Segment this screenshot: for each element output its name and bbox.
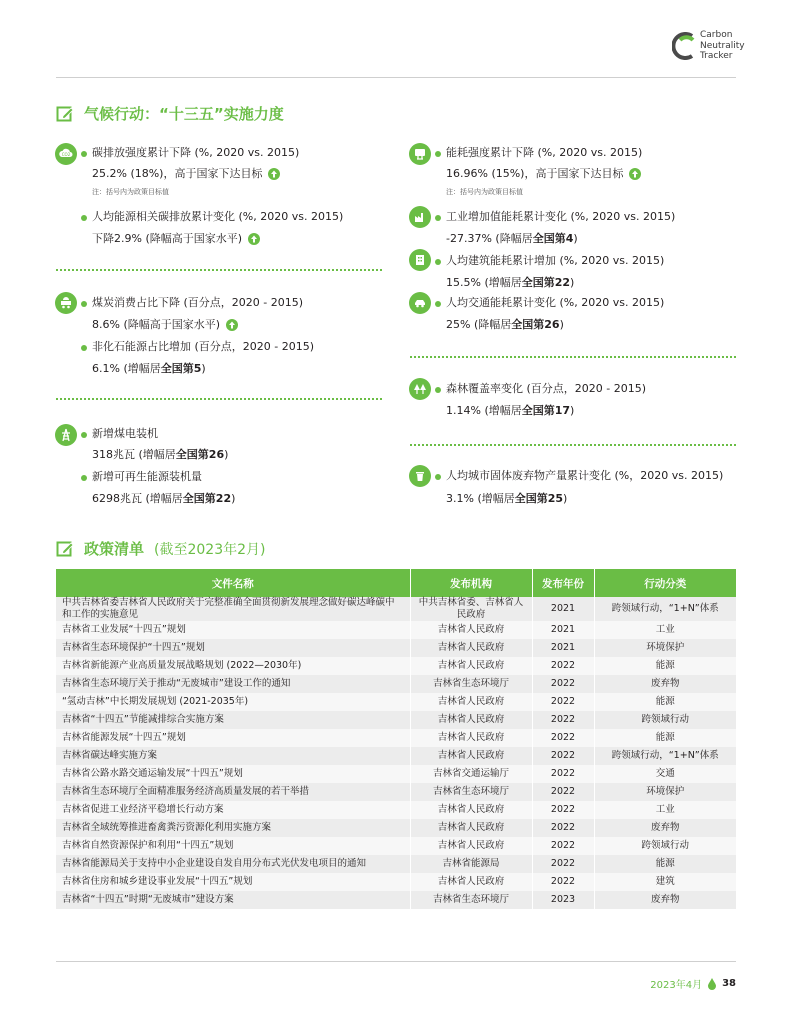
leaf-drop-icon (708, 978, 716, 990)
cell-name: 吉林省促进工业经济平稳增长行动方案 (56, 801, 410, 819)
svg-text:CO2: CO2 (61, 152, 71, 157)
bullet (435, 151, 441, 157)
indicator-label: 碳排放强度累计下降 (%, 2020 vs. 2015) (92, 146, 300, 159)
cell-org: 吉林省人民政府 (410, 621, 532, 639)
cell-org: 吉林省人民政府 (410, 693, 532, 711)
cell-name: 吉林省全域统筹推进畜禽粪污资源化利用实施方案 (56, 819, 410, 837)
cell-org: 吉林省人民政府 (410, 873, 532, 891)
dotted-divider (410, 444, 736, 446)
cell-name: “氢动吉林”中长期发展规划 (2021-2035年) (56, 693, 410, 711)
cell-year: 2022 (532, 783, 594, 801)
indicator-value: 8.6% (降幅高于国家水平) (92, 318, 238, 332)
indicator-label: 新增煤电装机 (92, 427, 158, 440)
co2-cloud-icon (55, 143, 77, 165)
table-row (56, 621, 736, 639)
cell-name: 吉林省碳达峰实施方案 (56, 747, 410, 765)
cell-name: 吉林省自然资源保护和利用“十四五”规划 (56, 837, 410, 855)
cell-org: 吉林省生态环境厅 (410, 675, 532, 693)
cell-org: 吉林省人民政府 (410, 729, 532, 747)
cell-org: 吉林省人民政府 (410, 747, 532, 765)
cell-name: 吉林省“十四五”节能减排综合实施方案 (56, 711, 410, 729)
building-icon (409, 249, 431, 271)
indicator-label: 人均城市固体废弃物产量累计变化 (%，2020 vs. 2015) (446, 469, 724, 482)
bullet (81, 432, 87, 438)
indicator-value: 16.96% (15%)，高于国家下达目标 (446, 167, 641, 181)
column-header-category: 行动分类 (594, 569, 736, 597)
indicator-value: 6.1% (增幅居全国第5) (92, 362, 206, 375)
indicator-label: 非化石能源占比增加 (百分点，2020 - 2015) (92, 340, 315, 353)
forest-trees-icon (409, 378, 431, 400)
indicator-value: 6298兆瓦 (增幅居全国第22) (92, 492, 236, 505)
arrow-up-icon (629, 168, 641, 180)
table-row (56, 891, 736, 909)
bullet (435, 387, 441, 393)
cell-org: 吉林省人民政府 (410, 657, 532, 675)
dotted-divider (56, 269, 382, 271)
cell-org: 吉林省人民政府 (410, 819, 532, 837)
car-icon (409, 292, 431, 314)
indicator-label: 煤炭消费占比下降 (百分点，2020 - 2015) (92, 296, 304, 309)
trash-bin-icon (409, 465, 431, 487)
indicator-label: 人均建筑能耗累计增加 (%, 2020 vs. 2015) (446, 254, 665, 267)
section-title-text: 政策清单 (84, 540, 145, 558)
policy-table-body (56, 597, 736, 909)
cell-year: 2021 (532, 621, 594, 639)
cell-name: 吉林省能源发展“十四五”规划 (56, 729, 410, 747)
cell-category: 废弃物 (594, 891, 736, 909)
bullet (81, 151, 87, 157)
cell-year: 2022 (532, 819, 594, 837)
table-row (56, 783, 736, 801)
cell-name: 吉林省住房和城乡建设事业发展“十四五”规划 (56, 873, 410, 891)
cell-year: 2022 (532, 801, 594, 819)
cell-category: 跨领域行动，“1+N”体系 (594, 747, 736, 765)
cell-org: 吉林省能源局 (410, 855, 532, 873)
arrow-up-icon (248, 233, 260, 245)
cell-name: 吉林省生态环境保护“十四五”规划 (56, 639, 410, 657)
cell-year: 2021 (532, 639, 594, 657)
indicator-value: 下降2.9% (降幅高于国家水平) (92, 232, 260, 246)
table-row (56, 597, 736, 621)
factory-icon (409, 206, 431, 228)
indicator-label: 新增可再生能源装机量 (92, 470, 202, 483)
cell-year: 2022 (532, 765, 594, 783)
cell-name: 吉林省“十四五”时期“无废城市”建设方案 (56, 891, 410, 909)
table-row (56, 747, 736, 765)
bullet (435, 301, 441, 307)
bullet (435, 259, 441, 265)
indicator-value: 318兆瓦 (增幅居全国第26) (92, 448, 229, 461)
cell-year: 2022 (532, 675, 594, 693)
bullet (81, 301, 87, 307)
cell-name: 中共吉林省委吉林省人民政府关于完整准确全面贯彻新发展理念做好碳达峰碳中和工作的实施意见 (56, 597, 410, 621)
brand-name: Carbon Neutrality Tracker (700, 30, 745, 61)
section-title-policy-list (56, 538, 265, 559)
page-number: 38 (722, 978, 736, 989)
cell-year: 2022 (532, 837, 594, 855)
cell-name: 吉林省工业发展“十四五”规划 (56, 621, 410, 639)
footnote: 注：括号内为政策目标值 (92, 188, 169, 196)
section-title-climate-action (56, 103, 284, 124)
indicator-value: -27.37% (降幅居全国第4) (446, 232, 578, 245)
cell-year: 2022 (532, 855, 594, 873)
cell-category: 环境保护 (594, 783, 736, 801)
energy-meter-icon (409, 143, 431, 165)
cell-year: 2022 (532, 873, 594, 891)
cell-year: 2021 (532, 597, 594, 621)
cell-year: 2023 (532, 891, 594, 909)
edit-pencil-icon (56, 540, 74, 558)
cell-year: 2022 (532, 711, 594, 729)
bullet (435, 474, 441, 480)
cell-org: 吉林省人民政府 (410, 639, 532, 657)
cell-category: 跨领域行动，“1+N”体系 (594, 597, 736, 621)
cell-org: 吉林省人民政府 (410, 711, 532, 729)
dotted-divider (410, 356, 736, 358)
brand-c-mark-icon (672, 32, 696, 60)
cell-category: 跨领域行动 (594, 837, 736, 855)
table-row (56, 873, 736, 891)
page-footer (650, 976, 736, 991)
cell-year: 2022 (532, 693, 594, 711)
cell-category: 能源 (594, 693, 736, 711)
power-tower-icon (55, 424, 77, 446)
table-row (56, 693, 736, 711)
bullet (435, 215, 441, 221)
table-header-row (56, 569, 736, 597)
arrow-up-icon (226, 319, 238, 331)
cell-name: 吉林省新能源产业高质量发展战略规划 (2022—2030年) (56, 657, 410, 675)
bullet (81, 215, 87, 221)
header-divider (56, 77, 736, 78)
indicator-value: 25.2% (18%)，高于国家下达目标 (92, 167, 280, 181)
table-row (56, 711, 736, 729)
table-row (56, 801, 736, 819)
cell-name: 吉林省生态环境厅关于推动“无废城市”建设工作的通知 (56, 675, 410, 693)
table-row (56, 729, 736, 747)
cell-name: 吉林省能源局关于支持中小企业建设自发自用分布式光伏发电项目的通知 (56, 855, 410, 873)
cell-org: 吉林省生态环境厅 (410, 783, 532, 801)
coal-cart-icon (55, 292, 77, 314)
policy-table (56, 569, 736, 909)
cell-category: 能源 (594, 855, 736, 873)
footnote: 注：括号内为政策目标值 (446, 188, 523, 196)
cell-category: 跨领域行动 (594, 711, 736, 729)
section-title-text: 气候行动：“十三五”实施力度 (84, 105, 284, 123)
indicator-label: 森林覆盖率变化 (百分点，2020 - 2015) (446, 382, 647, 395)
cell-year: 2022 (532, 747, 594, 765)
table-row (56, 657, 736, 675)
indicator-value: 25% (降幅居全国第26) (446, 318, 564, 331)
indicator-value: 15.5% (增幅居全国第22) (446, 276, 575, 289)
indicator-label: 人均交通能耗累计变化 (%, 2020 vs. 2015) (446, 296, 665, 309)
cell-category: 能源 (594, 657, 736, 675)
cell-category: 工业 (594, 621, 736, 639)
cell-name: 吉林省生态环境厅全面精准服务经济高质量发展的若干举措 (56, 783, 410, 801)
cell-category: 建筑 (594, 873, 736, 891)
table-row (56, 765, 736, 783)
bullet (81, 345, 87, 351)
arrow-up-icon (268, 168, 280, 180)
bullet (81, 475, 87, 481)
footer-date: 2023年4月 (650, 980, 703, 991)
indicator-value: 3.1% (增幅居全国第25) (446, 492, 568, 505)
cell-category: 工业 (594, 801, 736, 819)
cell-org: 吉林省人民政府 (410, 801, 532, 819)
cell-category: 废弃物 (594, 675, 736, 693)
indicator-label: 人均能源相关碳排放累计变化 (%, 2020 vs. 2015) (92, 210, 344, 223)
cell-org: 吉林省生态环境厅 (410, 891, 532, 909)
brand-logo (672, 30, 762, 64)
table-row (56, 675, 736, 693)
cell-org: 吉林省交通运输厅 (410, 765, 532, 783)
indicator-label: 能耗强度累计下降 (%, 2020 vs. 2015) (446, 146, 643, 159)
column-header-name: 文件名称 (56, 569, 410, 597)
cell-category: 能源 (594, 729, 736, 747)
cell-year: 2022 (532, 729, 594, 747)
table-row (56, 837, 736, 855)
indicator-label: 工业增加值能耗累计变化 (%, 2020 vs. 2015) (446, 210, 676, 223)
edit-pencil-icon (56, 105, 74, 123)
cell-category: 废弃物 (594, 819, 736, 837)
table-row (56, 819, 736, 837)
section-subtitle: (截至2023年2月) (154, 541, 266, 558)
column-header-org: 发布机构 (410, 569, 532, 597)
cell-category: 交通 (594, 765, 736, 783)
cell-category: 环境保护 (594, 639, 736, 657)
cell-org: 中共吉林省委、吉林省人民政府 (410, 597, 532, 621)
cell-name: 吉林省公路水路交通运输发展“十四五”规划 (56, 765, 410, 783)
dotted-divider (56, 398, 382, 400)
indicator-value: 1.14% (增幅居全国第17) (446, 404, 575, 417)
column-header-year: 发布年份 (532, 569, 594, 597)
cell-year: 2022 (532, 657, 594, 675)
table-row (56, 855, 736, 873)
footer-divider (56, 961, 736, 962)
table-row (56, 639, 736, 657)
cell-org: 吉林省人民政府 (410, 837, 532, 855)
